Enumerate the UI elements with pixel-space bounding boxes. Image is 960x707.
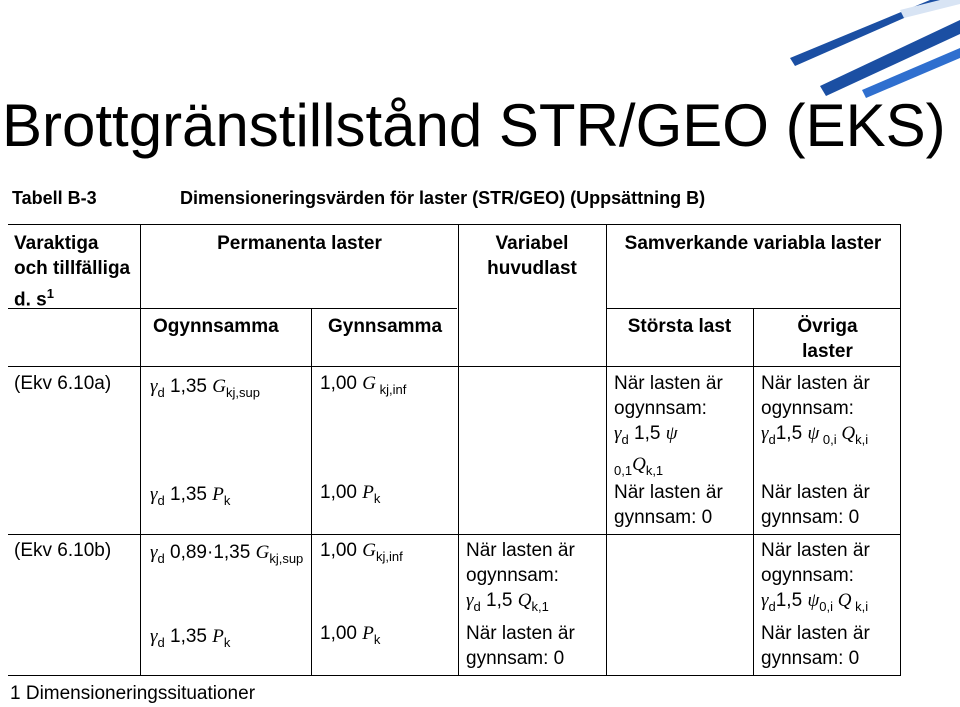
cell-a2-unfavourable: $\gamma_d$ 1,35 $P_k$ xyxy=(150,484,231,508)
cell-b2-variable: När lasten är gynnsam: 0 xyxy=(466,623,575,669)
header-variable-main: Variabel huvudlast xyxy=(487,233,577,279)
cell-b1-other: När lasten är ogynnsam: $\gamma_d1,5$ $\psi_{0,i}$ Q $_{k,i}$ xyxy=(761,540,870,614)
cell-b2-favourable: 1,00 $P_k$ xyxy=(320,623,381,647)
grid-line xyxy=(900,224,901,675)
row-label-ekv-6-10b: (Ekv 6.10b) xyxy=(14,540,112,561)
cell-a1-other: När lasten är ogynnsam: $\gamma_d1,5$ ψ $_{0,i}$ $Q_{k,i}$ xyxy=(761,373,870,447)
page-title: Brottgränstillstånd STR/GEO (EKS) xyxy=(2,92,946,159)
cell-a2-favourable: 1,00 $P_k$ xyxy=(320,482,381,506)
cell-b1-unfavourable: $\gamma_d$ 0,89·1,35 $G_{kj,sup}$ xyxy=(150,542,304,566)
grid-line xyxy=(8,224,901,225)
header-other: Övriga laster xyxy=(797,316,858,362)
cell-a2-other: När lasten är gynnsam: 0 xyxy=(761,482,870,528)
grid-line xyxy=(606,224,607,675)
header-permanent: Permanenta laster xyxy=(217,233,382,254)
grid-line xyxy=(140,224,141,675)
header-combined: Samverkande variabla laster xyxy=(624,233,882,254)
header-unfavourable: Ogynnsamma xyxy=(153,316,279,337)
row-label-ekv-6-10a: (Ekv 6.10a) xyxy=(14,373,112,394)
table-label: Tabell B-3 xyxy=(12,188,97,208)
header-favourable: Gynnsamma xyxy=(327,316,443,337)
grid-line xyxy=(8,675,901,676)
header-duration-cell xyxy=(14,231,134,312)
header-largest: Största last xyxy=(627,316,732,337)
cell-b1-variable: När lasten är ogynnsam: $\gamma_d$ 1,5 $Q_{k,1}$ xyxy=(466,540,575,614)
cell-a2-largest: När lasten är gynnsam: 0 xyxy=(614,482,723,528)
header-duration-text: Varaktiga och tillfälliga d. s xyxy=(14,233,131,311)
cell-a1-favourable: 1,00 G $_{kj,inf}$ xyxy=(320,373,407,397)
footnote-marker: 1 xyxy=(46,286,54,301)
grid-line xyxy=(458,224,459,675)
table-footnote: 1 Dimensioneringssituationer xyxy=(10,683,256,704)
cell-a1-unfavourable: $\gamma_d$ 1,35 $G_{kj,sup}$ xyxy=(150,376,260,400)
cell-b2-unfavourable: $\gamma_d$ 1,35 $P_k$ xyxy=(150,626,231,650)
stripe-4 xyxy=(900,0,960,18)
grid-line xyxy=(753,308,754,675)
grid-line xyxy=(8,534,901,535)
cell-b2-other: När lasten är gynnsam: 0 xyxy=(761,623,870,669)
grid-line xyxy=(8,366,901,367)
cell-b1-favourable: 1,00 $G_{kj,inf}$ xyxy=(320,540,403,564)
grid-line xyxy=(311,308,312,675)
cell-a1-largest: När lasten är ogynnsam: $\gamma_d$ 1,5 ψ $_{0,1}Q_{k,1}$ xyxy=(614,373,723,478)
table-caption: Dimensioneringsvärden för laster (STR/GEO) (Uppsättning B) xyxy=(180,188,706,208)
